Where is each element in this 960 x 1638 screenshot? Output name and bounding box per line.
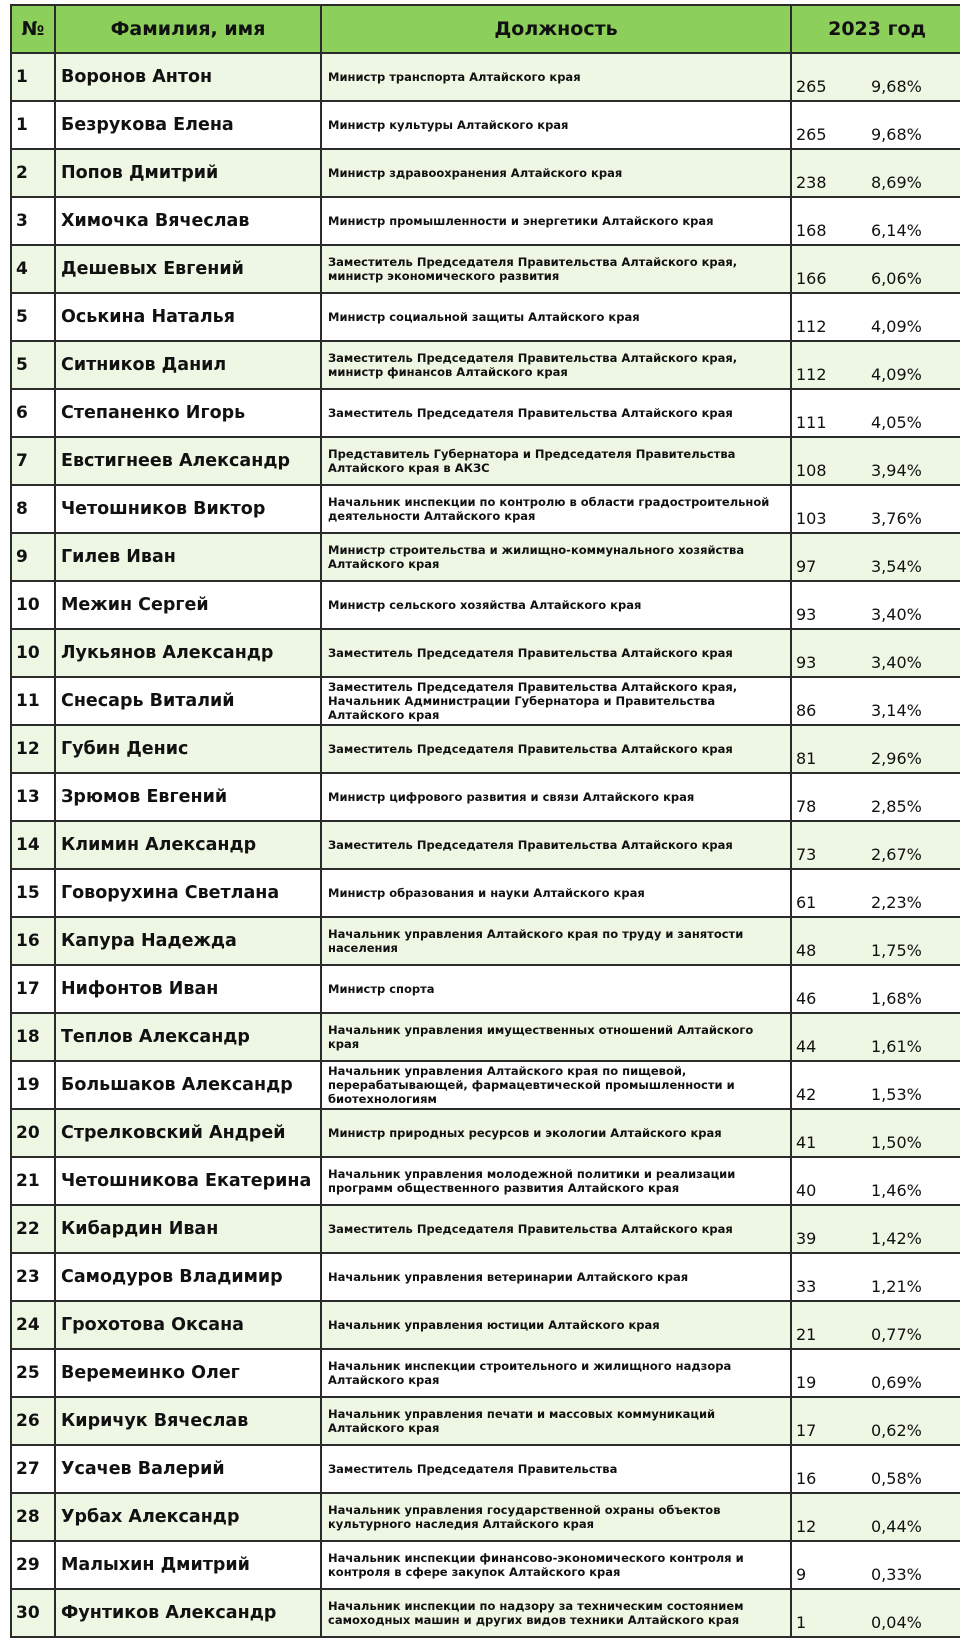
row-name: Химочка Вячеслав	[55, 197, 321, 245]
row-count: 168	[791, 197, 867, 245]
row-position: Министр социальной защиты Алтайского края	[321, 293, 791, 341]
row-percent: 1,53%	[867, 1061, 960, 1109]
row-name: Стрелковский Андрей	[55, 1109, 321, 1157]
table-row	[11, 1301, 960, 1349]
header-year: 2023 год	[791, 5, 960, 53]
row-percent: 0,04%	[867, 1589, 960, 1637]
row-count: 112	[791, 293, 867, 341]
ranking-table-container	[10, 4, 960, 1638]
row-percent: 6,14%	[867, 197, 960, 245]
row-num: 13	[11, 773, 55, 821]
row-name: Малыхин Дмитрий	[55, 1541, 321, 1589]
row-name: Дешевых Евгений	[55, 245, 321, 293]
row-name: Ситников Данил	[55, 341, 321, 389]
row-position: Заместитель Председателя Правительства Алтайского края, министр экономического развития	[321, 245, 791, 293]
row-name: Степаненко Игорь	[55, 389, 321, 437]
row-num: 2	[11, 149, 55, 197]
row-num: 18	[11, 1013, 55, 1061]
row-percent: 8,69%	[867, 149, 960, 197]
row-position: Заместитель Председателя Правительства Алтайского края, Начальник Администрации Губернатора и Правительства Алтайского края	[321, 677, 791, 725]
header-name: Фамилия, имя	[55, 5, 321, 53]
row-count: 61	[791, 869, 867, 917]
row-count: 93	[791, 629, 867, 677]
row-count: 108	[791, 437, 867, 485]
row-position: Заместитель Председателя Правительства Алтайского края	[321, 629, 791, 677]
row-num: 24	[11, 1301, 55, 1349]
row-num: 3	[11, 197, 55, 245]
row-percent: 0,62%	[867, 1397, 960, 1445]
row-name: Оськина Наталья	[55, 293, 321, 341]
row-num: 8	[11, 485, 55, 533]
row-name: Киричук Вячеслав	[55, 1397, 321, 1445]
table-row	[11, 725, 960, 773]
row-num: 25	[11, 1349, 55, 1397]
row-position: Министр спорта	[321, 965, 791, 1013]
row-percent: 1,61%	[867, 1013, 960, 1061]
row-position: Начальник инспекции строительного и жилищного надзора Алтайского края	[321, 1349, 791, 1397]
table-row	[11, 917, 960, 965]
row-position: Министр здравоохранения Алтайского края	[321, 149, 791, 197]
row-position: Начальник управления государственной охраны объектов культурного наследия Алтайского края	[321, 1493, 791, 1541]
row-num: 21	[11, 1157, 55, 1205]
table-row	[11, 1061, 960, 1109]
row-name: Попов Дмитрий	[55, 149, 321, 197]
row-name: Усачев Валерий	[55, 1445, 321, 1493]
row-count: 238	[791, 149, 867, 197]
row-percent: 3,40%	[867, 581, 960, 629]
row-position: Заместитель Председателя Правительства Алтайского края	[321, 821, 791, 869]
table-row	[11, 101, 960, 149]
row-count: 42	[791, 1061, 867, 1109]
row-num: 26	[11, 1397, 55, 1445]
row-position: Заместитель Председателя Правительства	[321, 1445, 791, 1493]
table-row	[11, 1205, 960, 1253]
table-row	[11, 293, 960, 341]
row-position: Представитель Губернатора и Председателя Правительства Алтайского края в АКЗС	[321, 437, 791, 485]
table-row	[11, 149, 960, 197]
row-position: Министр транспорта Алтайского края	[321, 53, 791, 101]
row-position: Министр культуры Алтайского края	[321, 101, 791, 149]
row-position: Начальник управления Алтайского края по пищевой, перерабатывающей, фармацевтической промышленности и биотехнологиям	[321, 1061, 791, 1109]
row-count: 1	[791, 1589, 867, 1637]
table-row	[11, 965, 960, 1013]
row-count: 46	[791, 965, 867, 1013]
table-row	[11, 1445, 960, 1493]
row-name: Губин Денис	[55, 725, 321, 773]
row-num: 28	[11, 1493, 55, 1541]
table-row	[11, 629, 960, 677]
table-row	[11, 485, 960, 533]
row-count: 93	[791, 581, 867, 629]
row-position: Начальник управления юстиции Алтайского края	[321, 1301, 791, 1349]
row-percent: 0,77%	[867, 1301, 960, 1349]
table-row	[11, 53, 960, 101]
table-row	[11, 869, 960, 917]
row-num: 10	[11, 629, 55, 677]
row-name: Лукьянов Александр	[55, 629, 321, 677]
row-num: 29	[11, 1541, 55, 1589]
row-count: 33	[791, 1253, 867, 1301]
row-count: 265	[791, 101, 867, 149]
row-percent: 0,69%	[867, 1349, 960, 1397]
row-name: Нифонтов Иван	[55, 965, 321, 1013]
row-num: 15	[11, 869, 55, 917]
row-num: 5	[11, 341, 55, 389]
row-percent: 4,09%	[867, 293, 960, 341]
row-name: Межин Сергей	[55, 581, 321, 629]
row-position: Заместитель Председателя Правительства Алтайского края	[321, 389, 791, 437]
table-row	[11, 245, 960, 293]
row-name: Кибардин Иван	[55, 1205, 321, 1253]
row-percent: 4,05%	[867, 389, 960, 437]
row-count: 9	[791, 1541, 867, 1589]
table-row	[11, 1013, 960, 1061]
row-name: Самодуров Владимир	[55, 1253, 321, 1301]
table-row	[11, 821, 960, 869]
row-num: 23	[11, 1253, 55, 1301]
row-count: 48	[791, 917, 867, 965]
row-count: 41	[791, 1109, 867, 1157]
row-num: 1	[11, 53, 55, 101]
row-count: 73	[791, 821, 867, 869]
row-num: 16	[11, 917, 55, 965]
row-num: 1	[11, 101, 55, 149]
row-percent: 9,68%	[867, 101, 960, 149]
row-num: 9	[11, 533, 55, 581]
table-row	[11, 1589, 960, 1637]
row-name: Теплов Александр	[55, 1013, 321, 1061]
row-percent: 3,40%	[867, 629, 960, 677]
row-position: Министр строительства и жилищно-коммунального хозяйства Алтайского края	[321, 533, 791, 581]
row-position: Заместитель Председателя Правительства Алтайского края	[321, 725, 791, 773]
row-num: 22	[11, 1205, 55, 1253]
row-percent: 3,76%	[867, 485, 960, 533]
row-percent: 6,06%	[867, 245, 960, 293]
header-num: №	[11, 5, 55, 53]
row-name: Четошников Виктор	[55, 485, 321, 533]
row-num: 11	[11, 677, 55, 725]
row-count: 166	[791, 245, 867, 293]
row-percent: 0,33%	[867, 1541, 960, 1589]
row-count: 265	[791, 53, 867, 101]
table-row	[11, 1349, 960, 1397]
row-num: 4	[11, 245, 55, 293]
row-position: Министр сельского хозяйства Алтайского края	[321, 581, 791, 629]
table-row	[11, 437, 960, 485]
row-count: 21	[791, 1301, 867, 1349]
row-position: Начальник управления имущественных отношений Алтайского края	[321, 1013, 791, 1061]
row-num: 17	[11, 965, 55, 1013]
table-row	[11, 1157, 960, 1205]
row-position: Начальник инспекции по надзору за техническим состоянием самоходных машин и других видов техники Алтайского края	[321, 1589, 791, 1637]
table-row	[11, 1109, 960, 1157]
row-percent: 9,68%	[867, 53, 960, 101]
row-num: 6	[11, 389, 55, 437]
row-percent: 2,23%	[867, 869, 960, 917]
row-count: 81	[791, 725, 867, 773]
row-percent: 3,54%	[867, 533, 960, 581]
row-count: 112	[791, 341, 867, 389]
row-percent: 0,44%	[867, 1493, 960, 1541]
table-row	[11, 197, 960, 245]
table-row	[11, 677, 960, 725]
row-position: Заместитель Председателя Правительства Алтайского края, министр финансов Алтайского края	[321, 341, 791, 389]
row-count: 12	[791, 1493, 867, 1541]
table-row	[11, 581, 960, 629]
row-percent: 1,42%	[867, 1205, 960, 1253]
row-position: Начальник управления молодежной политики и реализации программ общественного развития Алтайского края	[321, 1157, 791, 1205]
row-num: 7	[11, 437, 55, 485]
row-name: Грохотова Оксана	[55, 1301, 321, 1349]
row-num: 14	[11, 821, 55, 869]
row-name: Безрукова Елена	[55, 101, 321, 149]
row-percent: 3,14%	[867, 677, 960, 725]
row-name: Четошникова Екатерина	[55, 1157, 321, 1205]
row-count: 19	[791, 1349, 867, 1397]
table-row	[11, 773, 960, 821]
row-percent: 4,09%	[867, 341, 960, 389]
row-percent: 2,67%	[867, 821, 960, 869]
table-row	[11, 1253, 960, 1301]
table-body	[11, 53, 960, 1637]
row-position: Начальник инспекции по контролю в области градостроительной деятельности Алтайского края	[321, 485, 791, 533]
row-percent: 1,68%	[867, 965, 960, 1013]
row-name: Евстигнеев Александр	[55, 437, 321, 485]
row-count: 16	[791, 1445, 867, 1493]
row-count: 111	[791, 389, 867, 437]
row-num: 12	[11, 725, 55, 773]
table-row	[11, 1541, 960, 1589]
table-header	[11, 5, 960, 53]
row-name: Большаков Александр	[55, 1061, 321, 1109]
row-position: Министр природных ресурсов и экологии Алтайского края	[321, 1109, 791, 1157]
row-percent: 2,85%	[867, 773, 960, 821]
row-name: Воронов Антон	[55, 53, 321, 101]
row-num: 10	[11, 581, 55, 629]
row-name: Урбах Александр	[55, 1493, 321, 1541]
row-percent: 1,50%	[867, 1109, 960, 1157]
row-num: 19	[11, 1061, 55, 1109]
row-count: 103	[791, 485, 867, 533]
row-percent: 0,58%	[867, 1445, 960, 1493]
row-name: Капура Надежда	[55, 917, 321, 965]
row-count: 17	[791, 1397, 867, 1445]
row-name: Зрюмов Евгений	[55, 773, 321, 821]
row-position: Министр промышленности и энергетики Алтайского края	[321, 197, 791, 245]
row-name: Гилев Иван	[55, 533, 321, 581]
ranking-table	[10, 4, 960, 1638]
row-num: 5	[11, 293, 55, 341]
row-position: Министр цифрового развития и связи Алтайского края	[321, 773, 791, 821]
row-percent: 2,96%	[867, 725, 960, 773]
table-row	[11, 341, 960, 389]
header-position: Должность	[321, 5, 791, 53]
row-count: 78	[791, 773, 867, 821]
row-name: Снесарь Виталий	[55, 677, 321, 725]
row-name: Веремеинко Олег	[55, 1349, 321, 1397]
row-count: 86	[791, 677, 867, 725]
row-count: 40	[791, 1157, 867, 1205]
table-row	[11, 1493, 960, 1541]
row-num: 20	[11, 1109, 55, 1157]
table-row	[11, 1397, 960, 1445]
table-row	[11, 389, 960, 437]
row-count: 97	[791, 533, 867, 581]
row-num: 27	[11, 1445, 55, 1493]
row-count: 39	[791, 1205, 867, 1253]
row-position: Начальник управления ветеринарии Алтайского края	[321, 1253, 791, 1301]
row-count: 44	[791, 1013, 867, 1061]
row-percent: 1,21%	[867, 1253, 960, 1301]
row-position: Заместитель Председателя Правительства Алтайского края	[321, 1205, 791, 1253]
row-name: Климин Александр	[55, 821, 321, 869]
row-name: Фунтиков Александр	[55, 1589, 321, 1637]
row-position: Министр образования и науки Алтайского края	[321, 869, 791, 917]
row-position: Начальник управления печати и массовых коммуникаций Алтайского края	[321, 1397, 791, 1445]
row-name: Говорухина Светлана	[55, 869, 321, 917]
row-percent: 1,46%	[867, 1157, 960, 1205]
row-num: 30	[11, 1589, 55, 1637]
row-position: Начальник инспекции финансово-экономического контроля и контроля в сфере закупок Алтайского края	[321, 1541, 791, 1589]
row-percent: 1,75%	[867, 917, 960, 965]
row-percent: 3,94%	[867, 437, 960, 485]
table-row	[11, 533, 960, 581]
row-position: Начальник управления Алтайского края по труду и занятости населения	[321, 917, 791, 965]
